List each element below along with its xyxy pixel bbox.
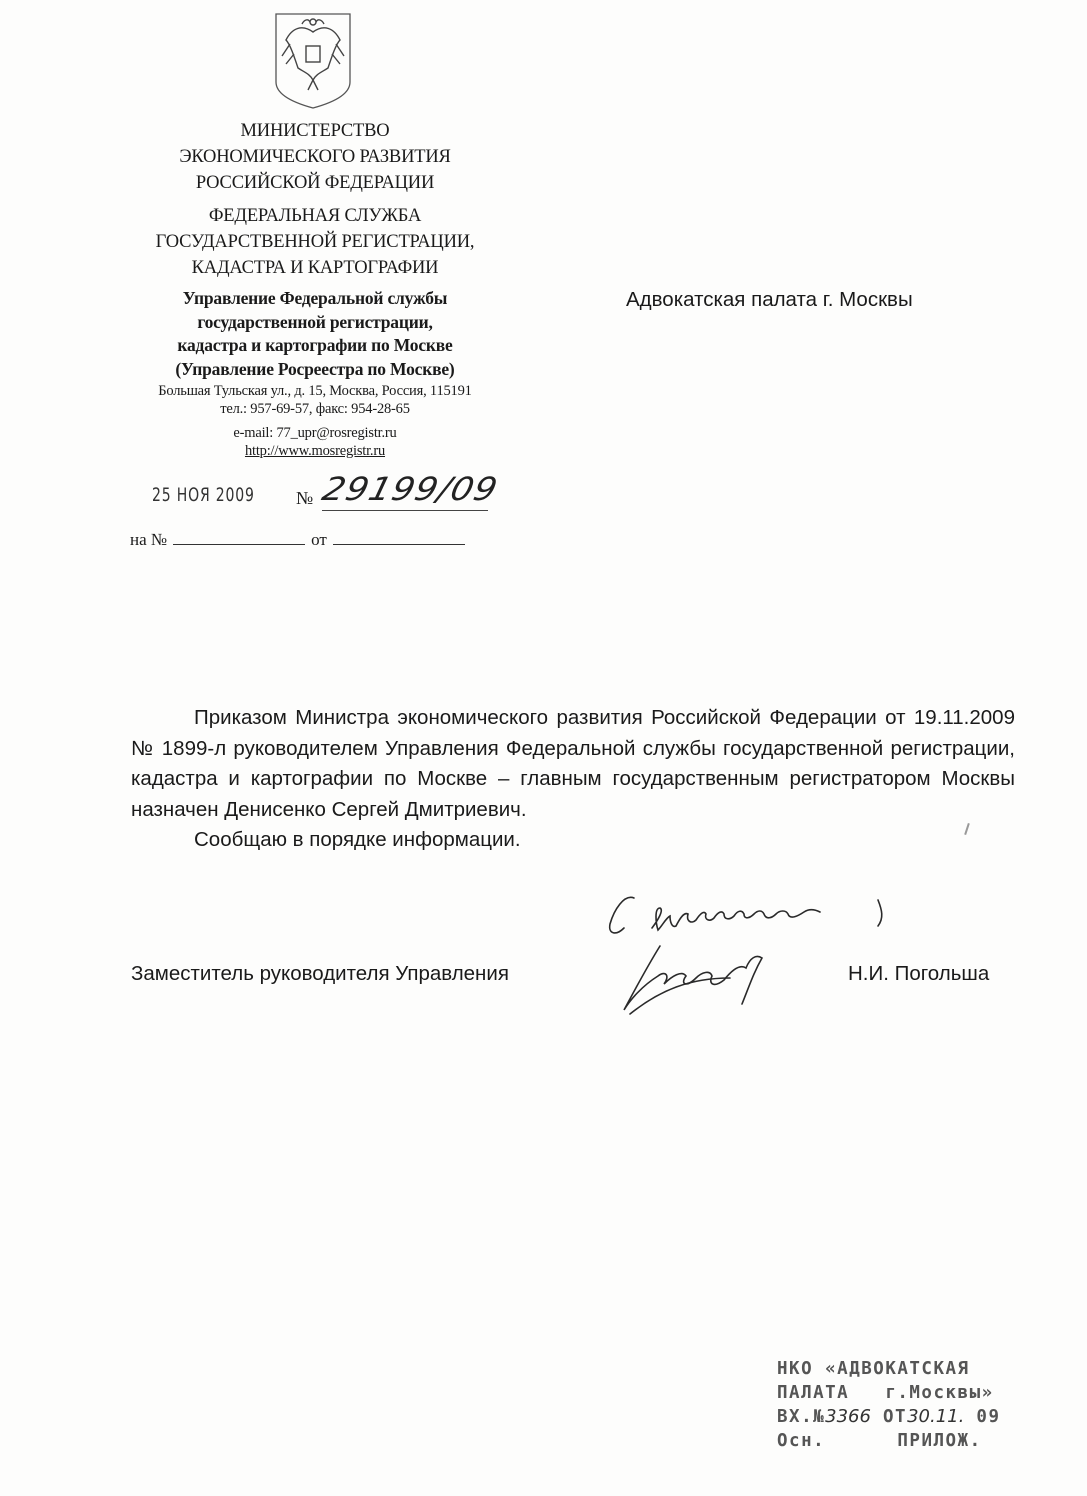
service-line: ГОСУДАРСТВЕННОЙ РЕГИСТРАЦИИ, xyxy=(155,232,475,252)
department-line: государственной регистрации, xyxy=(197,311,433,332)
incoming-number: 3366 xyxy=(825,1406,871,1427)
stamp-text: г.Москвы» xyxy=(885,1382,994,1403)
service-line: ФЕДЕРАЛЬНАЯ СЛУЖБА xyxy=(208,206,422,226)
russian-coat-of-arms-icon xyxy=(272,10,354,110)
signatory-name: Н.И. Погольша xyxy=(848,962,990,985)
stamp-text: Осн. xyxy=(777,1430,826,1451)
number-underline xyxy=(322,510,488,511)
service-line: КАДАСТРА И КАРТОГРАФИИ xyxy=(191,258,439,278)
stamp-text: ВХ.№ xyxy=(777,1407,826,1427)
department-line: кадастра и картографии по Москве xyxy=(177,335,453,355)
ministry-line: ЭКОНОМИЧЕСКОГО РАЗВИТИЯ xyxy=(179,147,451,167)
handwritten-signature xyxy=(600,880,930,1030)
reply-prefix: на № xyxy=(130,530,168,549)
stamp-line-3 xyxy=(777,1405,1027,1430)
registration-number: 29199/09 xyxy=(318,470,503,508)
contact-block xyxy=(100,383,530,418)
reply-from: от xyxy=(311,530,327,549)
ministry-line: РОССИЙСКОЙ ФЕДЕРАЦИИ xyxy=(195,173,435,193)
department-name xyxy=(100,287,530,381)
stamp-text: ПАЛАТА xyxy=(777,1382,850,1403)
body-paragraph: Сообщаю в порядке информации. xyxy=(194,828,521,851)
email: e-mail: 77_upr@rosregistr.ru xyxy=(233,425,397,441)
date-stamp: 25 НОЯ 2009 xyxy=(152,484,255,506)
incoming-date: 30.11. xyxy=(907,1406,965,1427)
stamp-line-4 xyxy=(777,1430,1027,1454)
department-line: Управление Федеральной службы xyxy=(182,288,448,308)
stamp-text: ОТ xyxy=(883,1407,908,1427)
web-contacts xyxy=(100,425,530,460)
address: Большая Тульская ул., д. 15, Москва, Россия, 115191 xyxy=(158,383,472,399)
number-label: № xyxy=(296,488,314,508)
stamp-line-1: НКО «АДВОКАТСКАЯ xyxy=(777,1359,970,1379)
incoming-stamp xyxy=(777,1358,1027,1468)
signatory-position: Заместитель руководителя Управления xyxy=(131,962,509,985)
website-link[interactable]: http://www.mosregistr.ru xyxy=(244,442,386,459)
reply-number-blank xyxy=(173,530,305,545)
stamp-line-2 xyxy=(777,1382,1027,1406)
recipient: Адвокатская палата г. Москвы xyxy=(626,288,913,311)
stamp-text: 09 xyxy=(976,1407,1001,1427)
ministry-line: МИНИСТЕРСТВО xyxy=(240,121,390,141)
ministry-name xyxy=(100,118,530,196)
stamp-text: ПРИЛОЖ. xyxy=(897,1430,982,1451)
body-paragraph: Приказом Министра экономического развития Российской Федерации от 19.11.2009 № 1899-л руководителем Управления Федеральной службы государственной регистрации, кадастра и картографии по Москве – главным государственным регистратором Москвы назначен Денисенко Сергей Дмитриевич. xyxy=(131,706,1015,821)
reply-reference xyxy=(130,530,471,550)
letter-body xyxy=(131,703,1015,856)
service-name xyxy=(100,203,530,281)
reply-date-blank xyxy=(333,530,465,545)
department-line: (Управление Росреестра по Москве) xyxy=(175,358,455,379)
phone-fax: тел.: 957-69-57, факс: 954-28-65 xyxy=(220,400,410,417)
